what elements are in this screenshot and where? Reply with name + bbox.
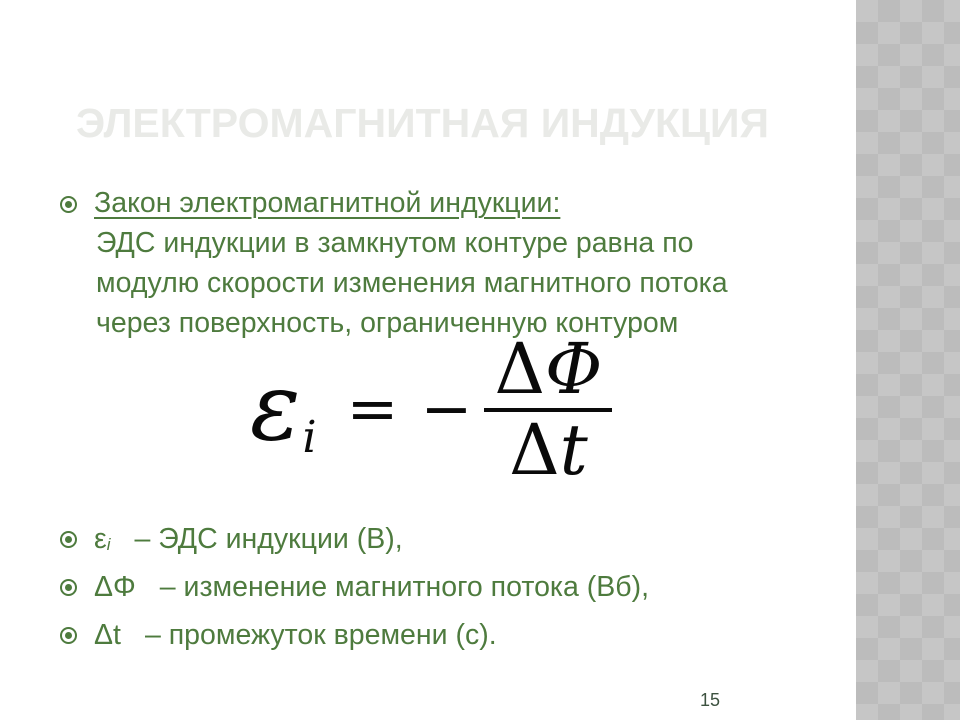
law-heading: Закон электромагнитной индукции: <box>94 187 561 219</box>
law-line: модулю скорости изменения магнитного потока <box>96 267 728 299</box>
legend-symbol <box>94 570 136 604</box>
law-heading-line <box>60 183 820 223</box>
argyle-pattern-strip <box>856 0 960 720</box>
formula-equals-sign: = <box>346 371 399 445</box>
law-line: ЭДС индукции в замкнутом контуре равна по <box>96 227 694 259</box>
legend-symbol-sub: i <box>106 535 111 554</box>
formula-delta: Δ <box>494 327 545 410</box>
formula-epsilon-subscript: i <box>302 412 317 464</box>
legend-item-time <box>60 618 497 652</box>
formula-denominator <box>509 409 588 491</box>
law-paragraph <box>60 183 820 343</box>
bullet-icon <box>60 579 77 596</box>
legend-symbol <box>94 618 121 652</box>
formula-fraction <box>484 327 612 491</box>
law-line: через поверхность, ограниченную контуром <box>96 307 679 339</box>
legend-text: – ЭДС индукции (В), <box>134 523 403 555</box>
formula-delta: Δ <box>509 409 560 491</box>
legend-item-emf <box>60 522 403 556</box>
formula-t: t <box>559 409 588 491</box>
legend-symbol-main: ε <box>94 523 107 555</box>
legend-symbol-main: Δt <box>94 619 121 651</box>
formula-numerator <box>484 327 612 412</box>
legend-symbol-main: ΔΦ <box>94 571 136 603</box>
formula-emf-symbol <box>250 352 317 464</box>
formula-phi: Φ <box>545 327 603 410</box>
legend-item-flux <box>60 570 649 604</box>
page-title: ЭЛЕКТРОМАГНИТНАЯ ИНДУКЦИЯ <box>76 100 769 146</box>
bullet-icon <box>60 531 77 548</box>
bullet-icon <box>60 196 77 213</box>
formula-epsilon: ε <box>250 352 301 462</box>
page-number: 15 <box>700 690 721 710</box>
formula-minus-sign: − <box>420 371 473 445</box>
induction-law-formula <box>250 327 612 491</box>
legend-text: – промежуток времени (с). <box>144 619 497 651</box>
legend-symbol <box>94 522 111 556</box>
legend-text: – изменение магнитного потока (Вб), <box>159 571 650 603</box>
bullet-icon <box>60 627 77 644</box>
